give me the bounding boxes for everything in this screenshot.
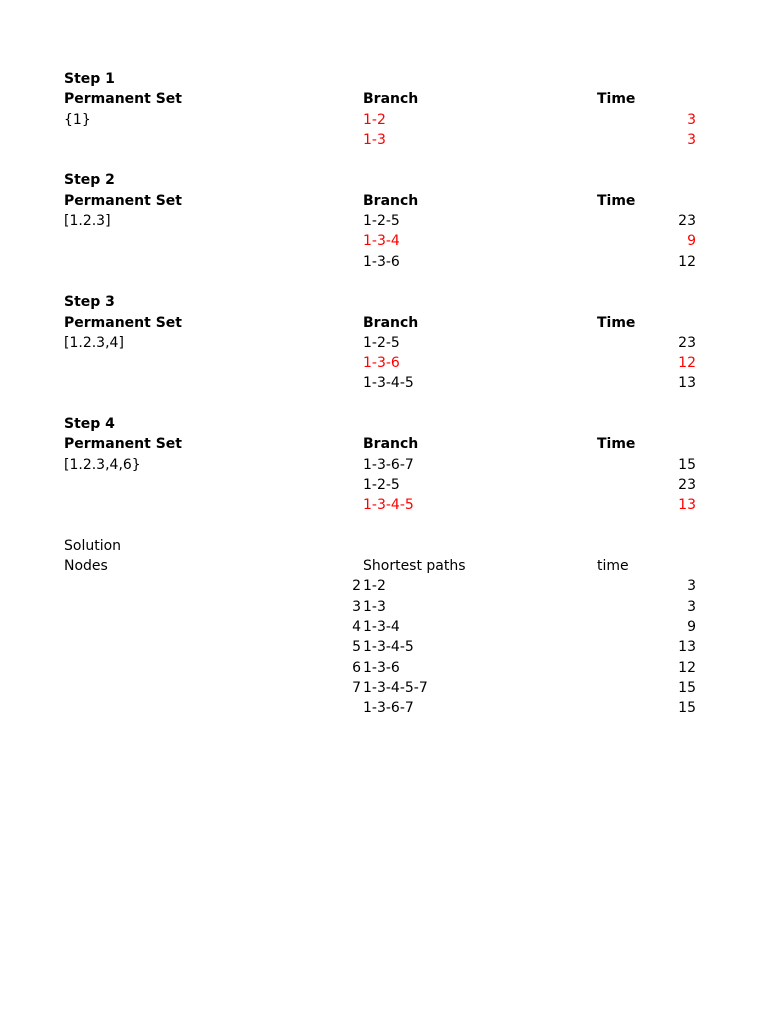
permanent-set-header: Permanent Set [64,436,182,453]
permanent-set-header: Permanent Set [64,91,182,108]
time-cell: 23 [678,334,696,351]
time-cell: 3 [687,111,696,128]
step-data-row [64,333,704,353]
spacer-row [64,150,704,170]
step-title: Step 2 [64,172,115,189]
step-data-row [64,353,704,373]
time-cell: 23 [678,476,696,493]
branch-header: Branch [363,436,419,453]
branch-cell: 1-3-6 [363,253,400,270]
step-title: Step 4 [64,416,115,433]
path-cell: 1-3-4-5 [363,639,414,656]
time-cell: 13 [678,639,696,656]
step-4-block [64,414,704,515]
solution-row [64,576,704,596]
branch-cell: 1-3-4-5 [363,497,414,514]
time-cell: 15 [678,456,696,473]
solution-row [64,658,704,678]
time-cell: 13 [678,497,696,514]
step-data-row [64,110,704,130]
time-cell: 12 [678,253,696,270]
solution-title: Solution [64,537,122,554]
step-header-row [64,191,704,211]
step-data-row [64,373,704,393]
step-header-row [64,434,704,454]
node-cell: 2 [352,578,361,595]
branch-header: Branch [363,91,419,108]
nodes-header: Nodes [64,558,108,575]
time-header: Time [597,314,636,331]
permanent-set-header: Permanent Set [64,314,182,331]
step-data-row [64,495,704,515]
step-data-row [64,130,704,150]
time-cell: 3 [687,578,696,595]
solution-row [64,597,704,617]
time-header: Time [597,436,636,453]
solution-header-row [64,556,704,576]
time-cell: 15 [678,679,696,696]
time-cell: 3 [687,598,696,615]
solution-row [64,698,704,718]
time-cell: 9 [687,619,696,636]
branch-cell: 1-2 [363,111,386,128]
node-cell: 4 [352,619,361,636]
time-header: Time [597,192,636,209]
path-cell: 1-3 [363,598,386,615]
branch-cell: 1-3 [363,131,386,148]
solution-row [64,678,704,698]
path-cell: 1-3-6 [363,659,400,676]
time-cell: 13 [678,375,696,392]
permanent-set-value: [1.2.3] [64,213,111,230]
time-cell: 9 [687,233,696,250]
step-3-block [64,292,704,393]
shortest-paths-header: Shortest paths [363,558,466,575]
node-cell: 7 [352,679,361,696]
permanent-set-header: Permanent Set [64,192,182,209]
time-cell: 12 [678,659,696,676]
branch-header: Branch [363,192,419,209]
step-data-row [64,231,704,251]
path-cell: 1-3-4-5-7 [363,679,428,696]
step-title-row [64,292,704,312]
solution-block [64,536,704,719]
branch-cell: 1-3-6-7 [363,456,414,473]
step-title: Step 1 [64,71,115,87]
node-cell: 6 [352,659,361,676]
step-title-row [64,414,704,434]
branch-cell: 1-2-5 [363,213,400,230]
step-title-row [64,69,704,89]
step-1-block [64,69,704,150]
step-header-row [64,89,704,109]
step-title-row [64,170,704,190]
step-data-row [64,252,704,272]
branch-cell: 1-3-6 [363,355,400,372]
branch-cell: 1-3-4-5 [363,375,414,392]
spacer-row [64,516,704,536]
node-cell: 3 [352,598,361,615]
permanent-set-value: {1} [64,111,91,128]
step-2-block [64,170,704,271]
spacer-row [64,272,704,292]
node-cell: 5 [352,639,361,656]
step-data-row [64,455,704,475]
spreadsheet-page [64,69,704,719]
path-cell: 1-3-6-7 [363,700,414,717]
solution-row [64,617,704,637]
time-cell: 3 [687,131,696,148]
path-cell: 1-3-4 [363,619,400,636]
time-cell: 23 [678,213,696,230]
branch-header: Branch [363,314,419,331]
branch-cell: 1-2-5 [363,476,400,493]
step-data-row [64,475,704,495]
branch-cell: 1-2-5 [363,334,400,351]
step-data-row [64,211,704,231]
permanent-set-value: [1.2.3,4,6} [64,456,141,473]
solution-title-row [64,536,704,556]
solution-row [64,637,704,657]
step-title: Step 3 [64,294,115,311]
spacer-row [64,394,704,414]
time-cell: 15 [678,700,696,717]
time-header: time [597,558,629,575]
branch-cell: 1-3-4 [363,233,400,250]
path-cell: 1-2 [363,578,386,595]
time-header: Time [597,91,636,108]
step-header-row [64,313,704,333]
permanent-set-value: [1.2.3,4] [64,334,124,351]
time-cell: 12 [678,355,696,372]
